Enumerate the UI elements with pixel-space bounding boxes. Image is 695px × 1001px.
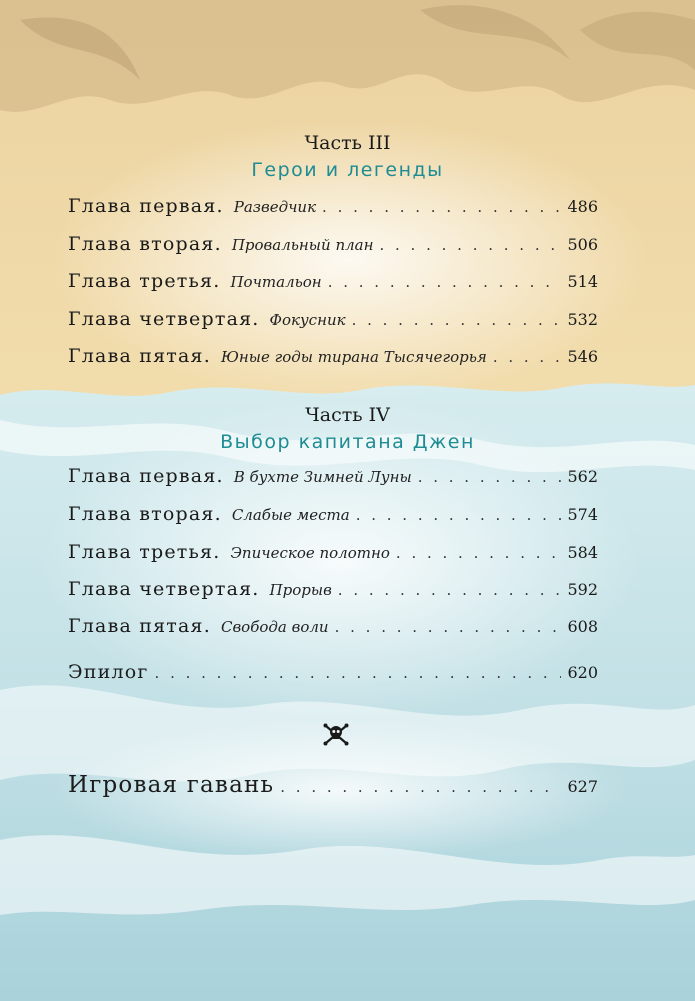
page-number: 592 xyxy=(567,580,598,599)
chapter-title: Разведчик xyxy=(233,198,317,216)
page-number: 608 xyxy=(567,617,598,636)
chapter-title: Юные годы тирана Тысячегорья xyxy=(220,348,487,366)
chapter-title: Прорыв xyxy=(269,581,332,599)
dot-leader xyxy=(379,236,561,254)
page-number: 506 xyxy=(567,235,598,254)
page-number: 514 xyxy=(567,272,598,291)
toc-entry-game-harbor[interactable] xyxy=(68,772,598,804)
chapter-title: Фокусник xyxy=(269,311,346,329)
game-harbor-label: Игровая гавань xyxy=(68,772,275,798)
page-number: 574 xyxy=(567,505,598,524)
toc-entry[interactable] xyxy=(68,195,598,221)
chapter-label: Глава первая. xyxy=(68,195,224,217)
toc-entry[interactable] xyxy=(68,270,598,296)
dot-leader xyxy=(335,618,562,636)
chapter-title: Свобода воли xyxy=(220,618,329,636)
toc-entry[interactable] xyxy=(68,541,598,567)
toc-entry[interactable] xyxy=(68,345,598,371)
part-4-subtitle: Выбор капитана Джен xyxy=(220,431,475,453)
dot-leader xyxy=(155,664,562,682)
chapter-label: Глава первая. xyxy=(68,465,224,487)
page-number: 546 xyxy=(567,347,598,366)
chapter-title: Почтальон xyxy=(230,273,322,291)
part-3-heading: Часть III xyxy=(304,132,391,154)
toc-entry[interactable] xyxy=(68,578,598,604)
chapter-label: Глава вторая. xyxy=(68,503,222,525)
chapter-title: Слабые места xyxy=(231,506,350,524)
dot-leader xyxy=(396,544,562,562)
page-number: 532 xyxy=(567,310,598,329)
skull-crossbones-icon xyxy=(323,722,349,746)
toc-entry-epilogue[interactable] xyxy=(68,661,598,687)
chapter-label: Глава четвертая. xyxy=(68,308,260,330)
chapter-title: В бухте Зимней Луны xyxy=(233,468,412,486)
dot-leader xyxy=(356,506,562,524)
page-number: 584 xyxy=(567,543,598,562)
chapter-title: Эпическое полотно xyxy=(230,544,390,562)
part-4-heading: Часть IV xyxy=(305,404,390,426)
dot-leader xyxy=(280,778,561,796)
dot-leader xyxy=(352,311,562,329)
chapter-label: Глава третья. xyxy=(68,270,221,292)
toc-entry[interactable] xyxy=(68,615,598,641)
dot-leader xyxy=(328,273,562,291)
dot-leader xyxy=(338,581,562,599)
page-number: 562 xyxy=(567,467,598,486)
dot-leader xyxy=(493,348,562,366)
toc-entry[interactable] xyxy=(68,503,598,529)
part-3-subtitle: Герои и легенды xyxy=(251,159,444,181)
chapter-label: Глава пятая. xyxy=(68,345,211,367)
page-number: 486 xyxy=(567,197,598,216)
chapter-label: Глава четвертая. xyxy=(68,578,260,600)
toc-entry[interactable] xyxy=(68,465,598,491)
toc-entry[interactable] xyxy=(68,233,598,259)
toc-entry[interactable] xyxy=(68,308,598,334)
dot-leader xyxy=(322,198,561,216)
dot-leader xyxy=(418,468,562,486)
epilogue-label: Эпилог xyxy=(68,661,149,683)
chapter-label: Глава третья. xyxy=(68,541,221,563)
page-number: 627 xyxy=(567,777,598,796)
chapter-title: Провальный план xyxy=(231,236,374,254)
chapter-label: Глава вторая. xyxy=(68,233,222,255)
chapter-label: Глава пятая. xyxy=(68,615,211,637)
page-number: 620 xyxy=(567,663,598,682)
